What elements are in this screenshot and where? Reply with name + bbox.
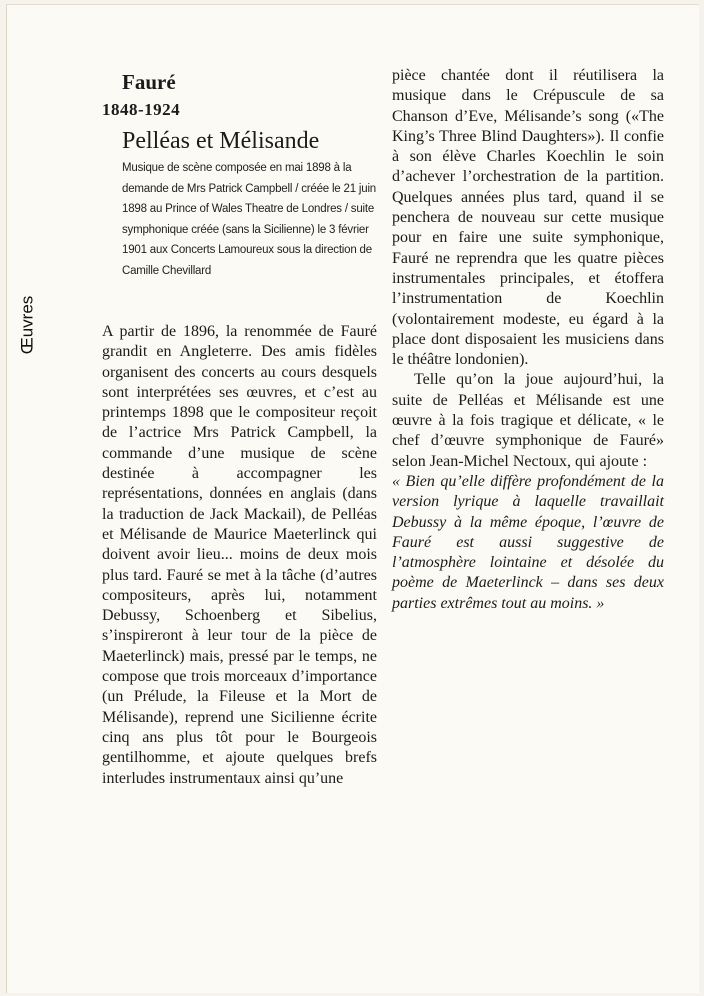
composer-name: Fauré <box>122 70 176 94</box>
nectoux-quote: « Bien qu’elle diffère profondément de la version lyrique à laquelle travaillait Debussy à la même époque, l’œuvre de Fauré est aussi suggestive de l’atmosphère lointaine et désolée du poème de Maeterlinck – dans ses deux parties extrêmes tout au moins. » <box>392 472 664 612</box>
work-note: Musique de scène composée en mai 1898 à la demande de Mrs Patrick Campbell / créée le 21 juin 1898 au Prince of Wales Theatre de Londres / suite symphonique créée (sans la Sicilienne) le 3 février 1901 aux Concerts Lamoureux sous la direction de Camille Chevillard <box>122 162 376 277</box>
work-title: Pelléas et Mélisande <box>122 128 320 154</box>
right-paragraph-1: pièce chantée dont il réutilisera la musique dans le Crépuscule de sa Chanson d’Eve, Mélisande’s song («The King’s Three Blind Daughters»). Il confie à son élève Charles Koechlin le soin d’achever l’orchestration de la partition. Quelques années plus tard, quand il se penchera de nouveau sur cette musique pour en faire une suite symphonique, Fauré ne reprendra que les quatre pièces instrumentales principales, et étoffera l’instrumentation de Koechlin (volontairement modeste, eu égard à la place dont disposaient les musiciens dans le théâtre londonien). <box>392 67 664 369</box>
left-paragraph: A partir de 1896, la renommée de Fauré grandit en Angleterre. Des amis fidèles organisent des concerts au cours desquels sont interprétées ses œuvres, et c’est au printemps 1898 que le compositeur reçoit de l’actrice Mrs Patrick Campbell, la commande d’une musique de scène destinée à accompagner les représentations, données en anglais (dans la traduction de Jack Mackail), de Pelléas et Mélisande de Maurice Maeterlinck qui doivent avoir lieu... moins de deux mois plus tard. Fauré se met à la tâche (d’autres compositeurs, après lui, notamment Debussy, Schoenberg et Sibelius, s’inspireront à leur tour de la pièce de Maeterlinck) mais, pressé par le temps, ne compose que trois morceaux d’importance (un Prélude, la Fileuse et la Mort de Mélisande), reprend une Sicilienne écrite cinq ans plus tôt pour le Bourgeois gentilhomme, et ajoute quelques brefs interludes instrumentaux ainsi qu’une <box>102 323 377 787</box>
section-tab-label: Œuvres <box>17 295 37 355</box>
section-tab <box>12 295 42 355</box>
left-column <box>102 322 377 789</box>
right-column <box>392 66 664 614</box>
composer-dates: 1848-1924 <box>102 100 181 119</box>
right-paragraph-2: Telle qu’on la joue aujourd’hui, la suite de Pelléas et Mélisande est une œuvre à la fois tragique et délicate, « le chef d’œuvre symphonique de Fauré» selon Jean-Michel Nectoux, qui ajoute : <box>392 371 664 470</box>
